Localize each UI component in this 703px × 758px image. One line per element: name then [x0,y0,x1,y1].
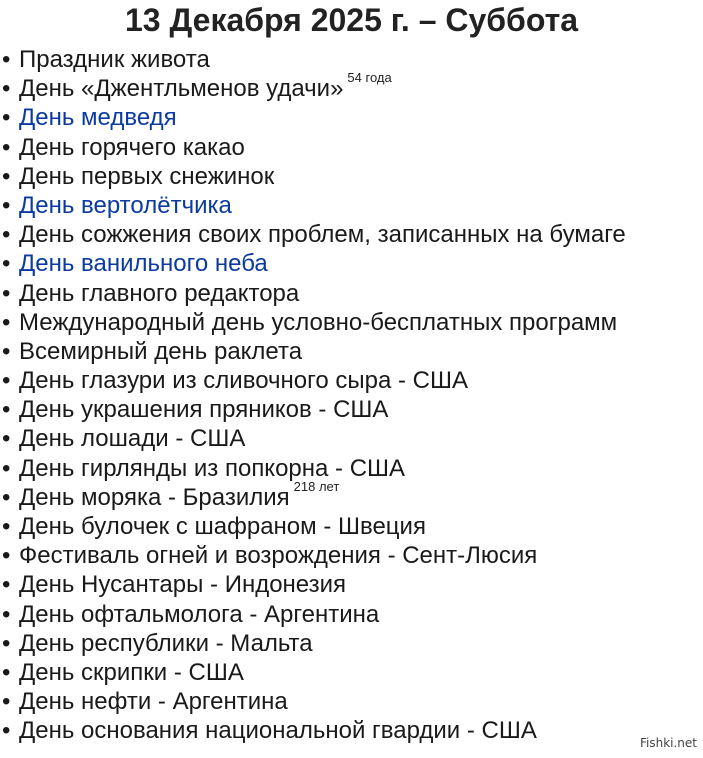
list-item [2,366,626,395]
list-item [2,162,626,191]
bullet-icon: • [2,308,11,336]
list-item [2,658,626,687]
list-item [2,133,626,162]
bullet-icon: • [2,104,11,132]
bullet-icon: • [2,367,11,395]
bullet-icon: • [2,688,11,716]
bullet-icon: • [2,162,11,190]
list-item[interactable] [2,191,626,220]
list-item [2,220,626,249]
bullet-icon: • [2,75,11,103]
page-title: 13 Декабря 2025 г. – Суббота [124,2,579,38]
list-item [2,570,626,599]
list-item [2,600,626,629]
watermark: Fishki.net [639,736,697,750]
list-item-link[interactable]: День вертолётчика [19,191,232,219]
list-item [2,687,626,716]
list-item-text: День нефти - Аргентина [19,688,288,716]
list-item-text: Международный день условно-бесплатных программ [19,308,618,336]
bullet-icon: • [2,542,11,570]
anniversary-note: 218 лет [293,478,340,494]
list-item-text: День первых снежинок [19,162,275,190]
bullet-icon: • [2,717,11,745]
list-item [2,308,626,337]
list-item-link[interactable]: День медведя [19,104,177,132]
list-item-text: День глазури из сливочного сыра - США [19,367,468,395]
bullet-icon: • [2,629,11,657]
list-item [2,279,626,308]
bullet-icon: • [2,454,11,482]
list-item-text: День республики - Мальта [19,629,313,657]
list-item-text: День моряка - Бразилия [19,483,290,511]
list-item [2,395,626,424]
list-item-text: День украшения пряников - США [19,396,389,424]
holiday-list [2,45,626,746]
list-item-text: День лошади - США [19,425,246,453]
bullet-icon: • [2,483,11,511]
list-item [2,45,626,74]
list-item [2,629,626,658]
list-item-text: День основания национальной гвардии - США [19,717,537,745]
list-item-text: Праздник живота [19,46,210,73]
bullet-icon: • [2,46,11,73]
list-item-text: День горячего какао [19,133,245,161]
list-item [2,541,626,570]
list-item-text: День сожжения своих проблем, записанных на бумаге [19,221,626,249]
bullet-icon: • [2,571,11,599]
list-item [2,70,626,103]
list-item-text: День «Джентльменов удачи» [19,75,344,103]
list-item-text: День гирлянды из попкорна - США [19,454,406,482]
bullet-icon: • [2,425,11,453]
bullet-icon: • [2,250,11,278]
list-item-text: Фестиваль огней и возрождения - Сент-Люсия [19,542,538,570]
bullet-icon: • [2,337,11,365]
list-item-text: Всемирный день раклета [19,337,303,365]
list-item-text: День булочек с шафраном - Швеция [19,513,426,540]
list-item-text: День Нусантары - Индонезия [19,571,347,599]
bullet-icon: • [2,133,11,161]
list-item[interactable] [2,103,626,132]
list-item[interactable] [2,249,626,278]
anniversary-note: 54 года [347,70,392,86]
list-item-text: День главного редактора [19,279,300,307]
bullet-icon: • [2,221,11,249]
bullet-icon: • [2,513,11,540]
list-item [2,337,626,366]
list-item-text: День офтальмолога - Аргентина [19,600,380,628]
bullet-icon: • [2,600,11,628]
bullet-icon: • [2,396,11,424]
list-item [2,478,626,512]
list-item [2,512,626,541]
bullet-icon: • [2,191,11,219]
bullet-icon: • [2,658,11,686]
bullet-icon: • [2,279,11,307]
list-item [2,716,626,745]
list-item-link[interactable]: День ванильного неба [19,250,268,278]
list-item-text: День скрипки - США [19,658,244,686]
list-item [2,424,626,453]
